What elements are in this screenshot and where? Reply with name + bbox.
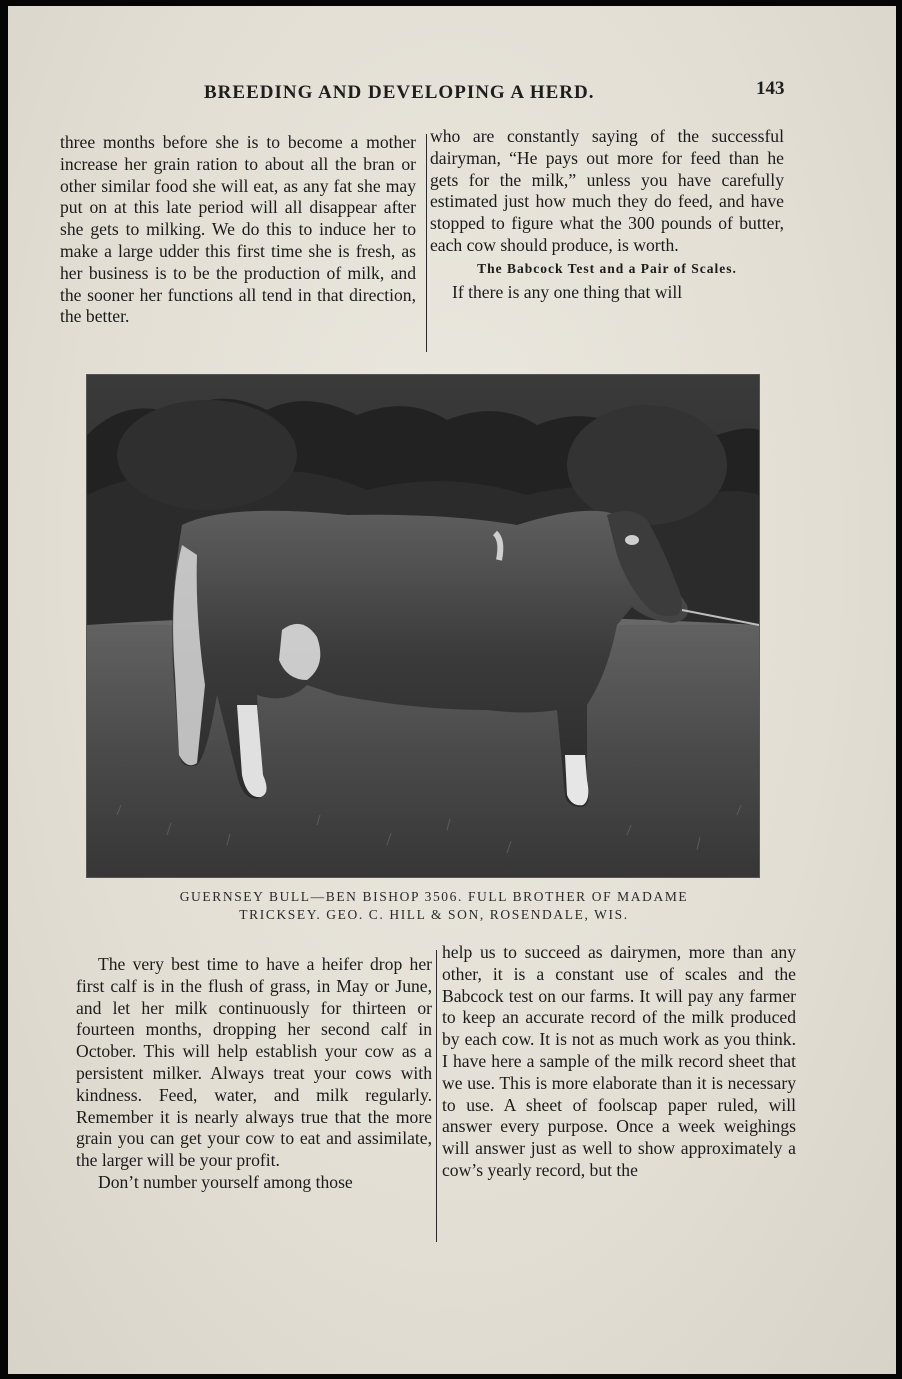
bottom-right-column <box>442 942 796 1182</box>
top-right-continuation: If there is any one thing that will <box>452 281 683 302</box>
top-right-column <box>430 126 784 304</box>
book-page <box>8 6 896 1374</box>
top-right-paragraph: who are constantly saying of the successful dairyman, “He pays out more for feed than he gets for the milk,” unless you have carefully estimated just how much they do feed, and have stopped to figure what the 300 pounds of butter, each cow should produce, is worth. <box>430 126 784 255</box>
top-left-paragraph: three months before she is to become a mother increase her grain ration to about all the bran or other similar food she will eat, as any fat she may put on at this late period will all disappear after she gets to milking. We do this to induce her to make a large udder this first time she is fresh, as her business is to be the production of milk, and the sooner her functions all tend in that direction, the better. <box>60 132 416 327</box>
bottom-left-paragraph-2: Don’t number yourself among those <box>98 1171 353 1192</box>
bottom-left-column <box>76 954 432 1194</box>
section-subheading: The Babcock Test and a Pair of Scales. <box>477 260 737 276</box>
top-left-column <box>60 132 416 328</box>
running-head <box>8 78 896 108</box>
caption-line-2: TRICKSEY. GEO. C. HILL & SON, ROSENDALE, WIS. <box>239 907 629 922</box>
bottom-right-paragraph: help us to succeed as dairymen, more than any other, it is a constant use of scales and the Babcock test on our farms. It will pay any farmer to keep an accurate record of the milk produced by each cow. It is not as much work as you think. I have here a sample of the milk record sheet that we use. This is more elaborate than it is necessary to use. A sheet of foolscap paper ruled, will answer every purpose. Once a week weighings will answer just as well to show approximately a cow’s yearly record, but the <box>442 942 796 1180</box>
figure-caption <box>98 888 770 924</box>
bottom-column-rule <box>436 950 437 1242</box>
page-number: 143 <box>756 78 785 99</box>
guernsey-bull-photograph <box>86 374 760 878</box>
photo-illustration <box>87 375 759 877</box>
top-column-rule <box>426 134 427 352</box>
bottom-left-paragraph-1: The very best time to have a heifer drop her first calf is in the flush of grass, in May or June, and let her milk continuously for thirteen or fourteen months, dropping her second calf in October. This will help establish your cow as a persistent milker. Always treat your cows with kindness. Feed, water, and milk regularly. Remember it is nearly always true that the more grain you can get your cow to eat and assimilate, the larger will be your profit. <box>76 954 432 1171</box>
caption-line-1: GUERNSEY BULL—BEN BISHOP 3506. FULL BROTHER OF MADAME <box>179 889 689 904</box>
running-title: BREEDING AND DEVELOPING A HERD. <box>204 82 595 103</box>
